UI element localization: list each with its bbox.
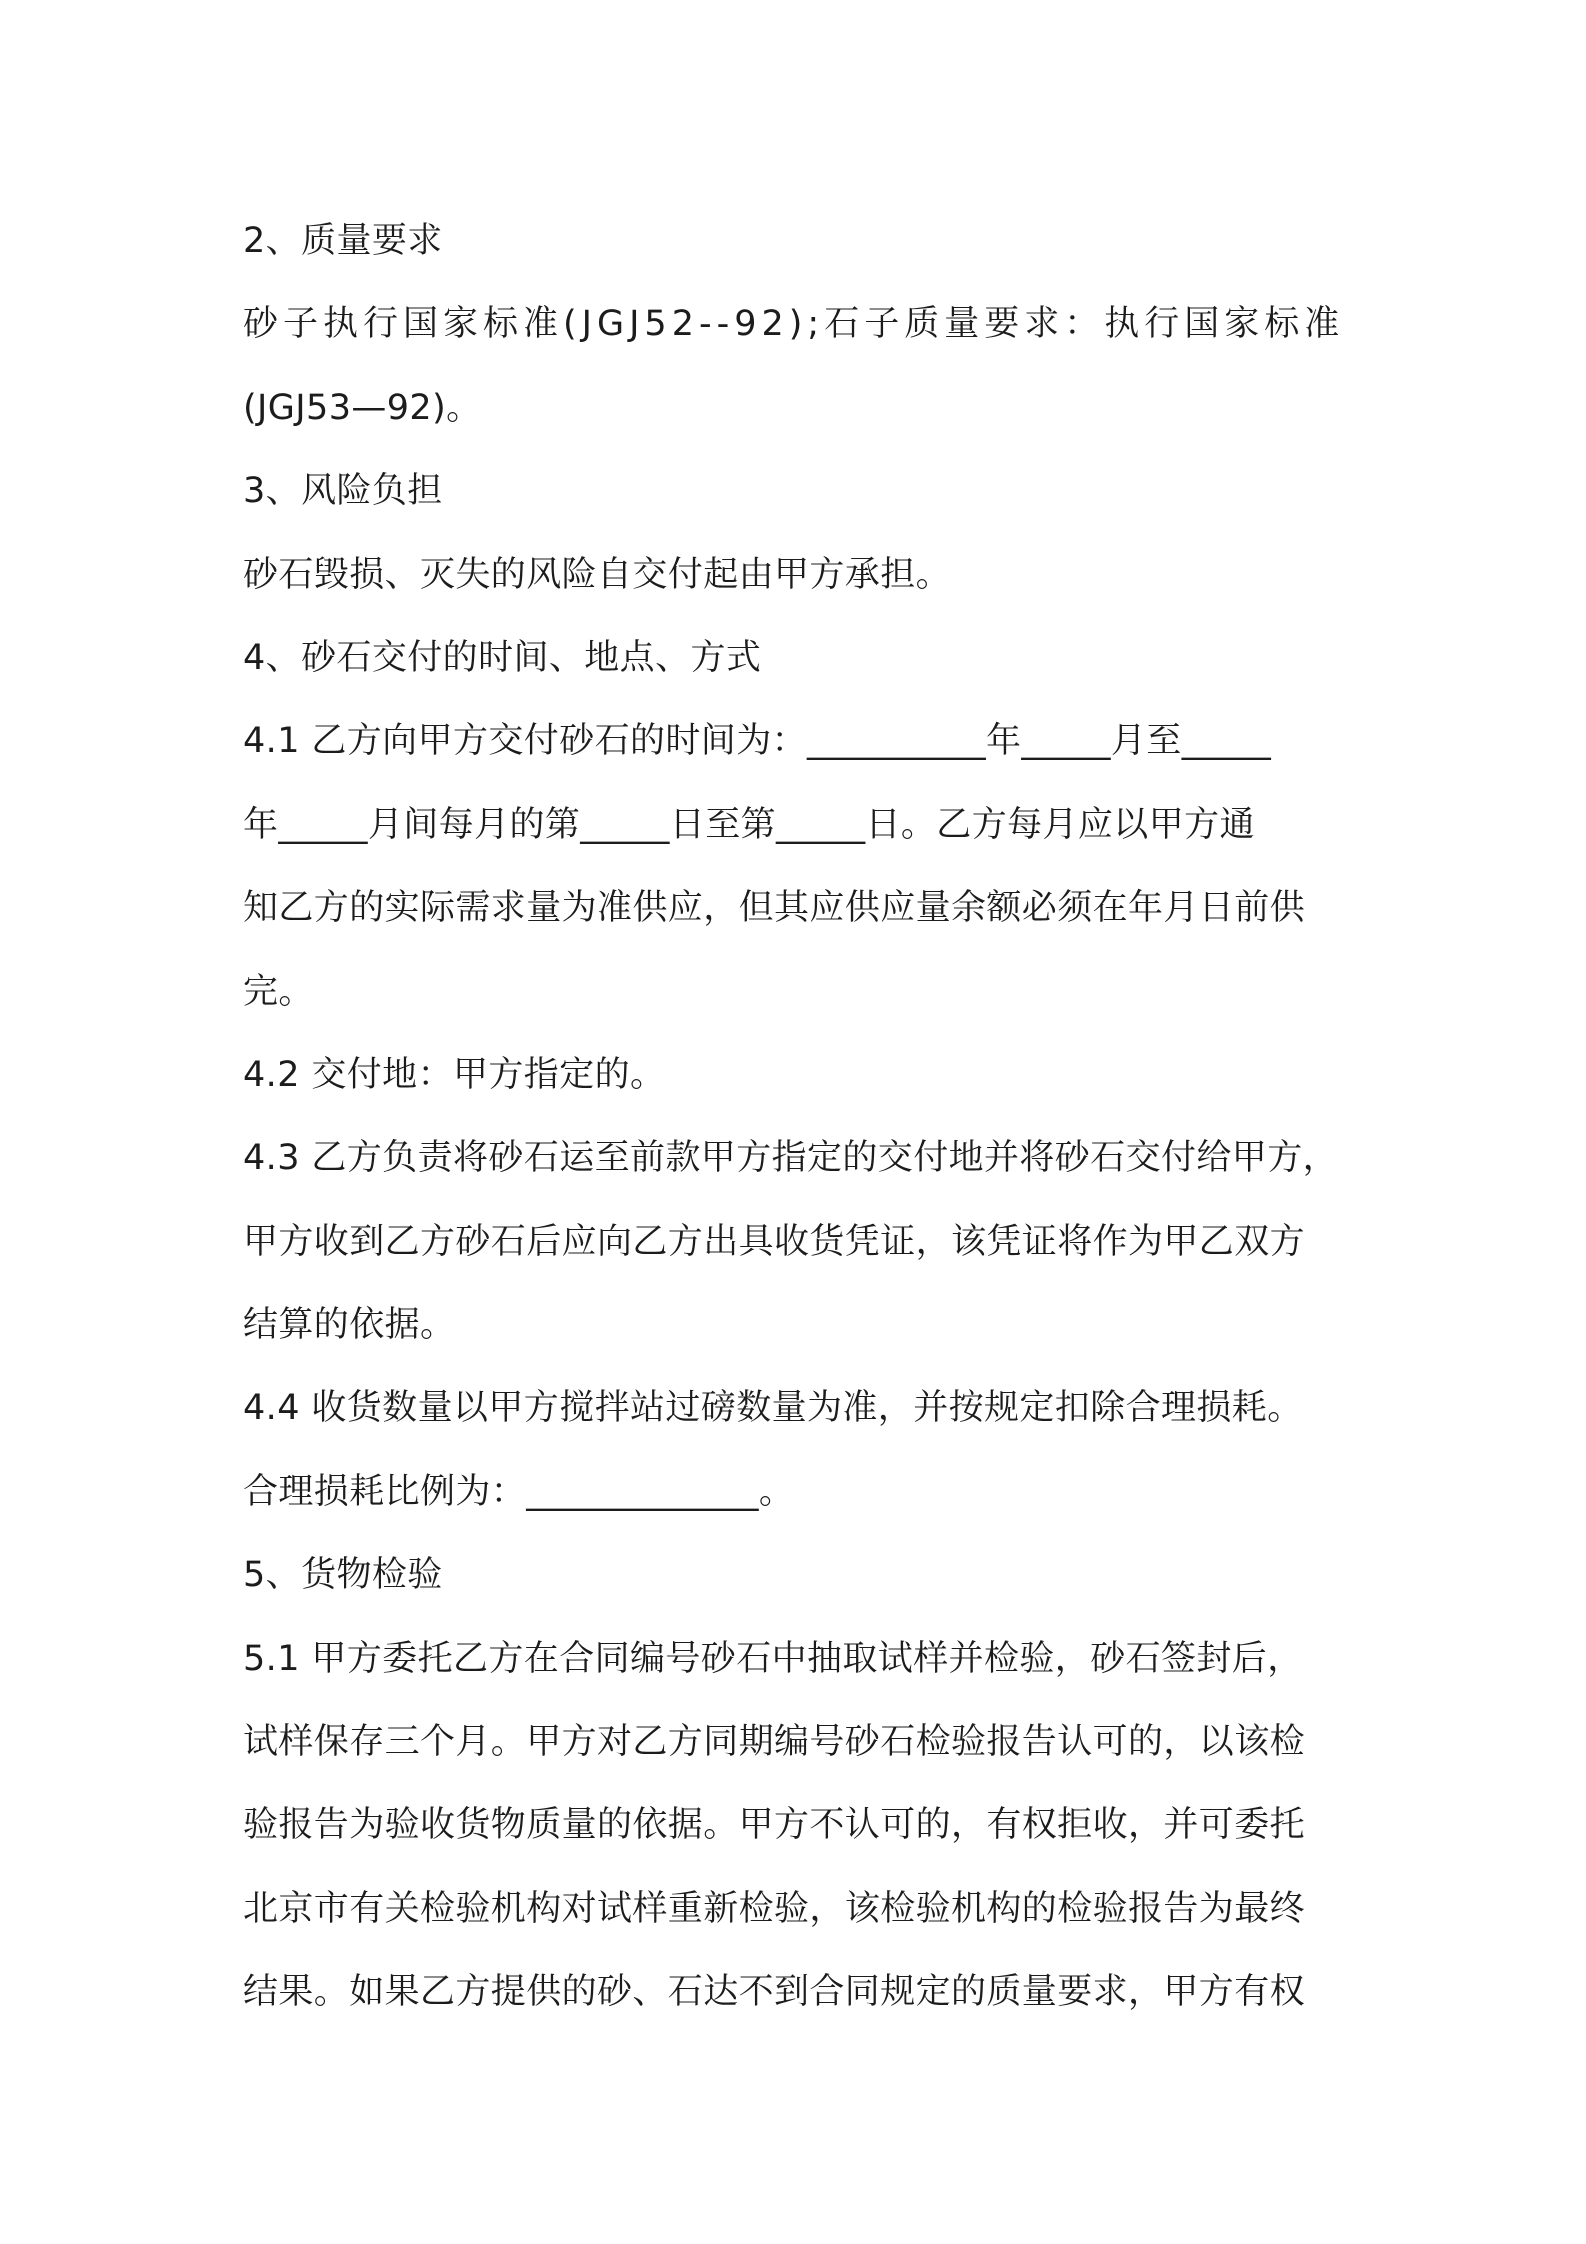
clause-line: 北京市有关检验机构对试样重新检验，该检验机构的检验报告为最终 [243,1888,1306,1929]
clause-line: 4.4 收货数量以甲方搅拌站过磅数量为准，并按规定扣除合理损耗。 [243,1388,1303,1429]
clause-line: 结果。如果乙方提供的砂、石达不到合同规定的质量要求，甲方有权 [243,1972,1306,2013]
paragraph-line: 砂子执行国家标准(JGJ52--92);石子质量要求：执行国家标准 [243,304,1345,345]
paragraph-line: (JGJ53—92)。 [243,387,482,428]
clause-line: 试样保存三个月。甲方对乙方同期编号砂石检验报告认可的，以该检 [243,1722,1306,1763]
clause-line: 4.1 乙方向甲方交付砂石的时间为：__________年_____月至_____ [243,721,1272,762]
clause-line: 4.3 乙方负责将砂石运至前款甲方指定的交付地并将砂石交付给甲方， [243,1138,1338,1179]
clause-line: 甲方收到乙方砂石后应向乙方出具收货凭证，该凭证将作为甲乙双方 [243,1221,1306,1262]
document-body [243,200,1373,2035]
section-heading-quality: 2、质量要求 [243,221,443,261]
clause-line: 合理损耗比例为：_____________。 [243,1471,795,1512]
clause-line: 5.1 甲方委托乙方在合同编号砂石中抽取试样并检验，砂石签封后， [243,1638,1303,1679]
section-heading-inspection: 5、货物检验 [243,1555,443,1596]
clause-line: 结算的依据。 [243,1305,456,1346]
clause-line: 知乙方的实际需求量为准供应，但其应供应量余额必须在年月日前供 [243,888,1306,929]
section-heading-delivery: 4、砂石交付的时间、地点、方式 [243,637,762,678]
clause-line: 4.2 交付地：甲方指定的。 [243,1054,666,1095]
clause-line: 完。 [243,971,314,1012]
clause-line: 年_____月间每月的第_____日至第_____日。乙方每月应以甲方通 [243,804,1255,845]
section-heading-risk: 3、风险负担 [243,471,443,512]
clause-line: 验报告为验收货物质量的依据。甲方不认可的，有权拒收，并可委托 [243,1805,1306,1846]
paragraph-line: 砂石毁损、灭失的风险自交付起由甲方承担。 [243,554,952,595]
